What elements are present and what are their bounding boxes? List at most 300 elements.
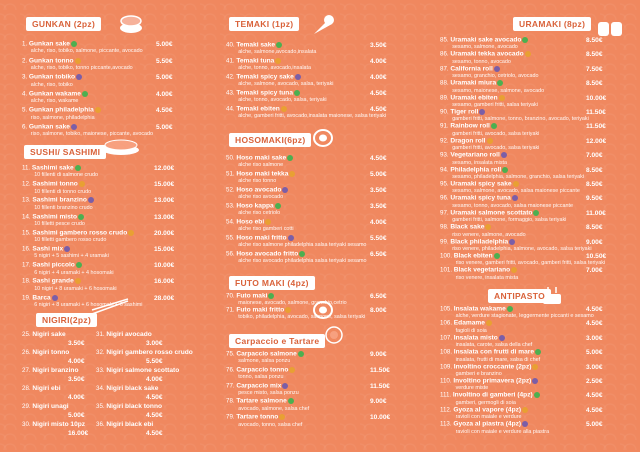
menu-item (440, 320, 492, 334)
item-name: Sashi grande (32, 278, 74, 286)
item-price: 7.00€ (586, 267, 603, 275)
diet-badge-icon (76, 74, 82, 80)
nigiri-illustration-icon (100, 138, 142, 156)
item-price: 16.00€ (154, 278, 175, 286)
diet-badge-icon (287, 155, 293, 161)
item-number: 97. (440, 209, 451, 217)
item-description: sesamo, tonno, avocado (452, 58, 511, 65)
menu-item (226, 171, 295, 185)
item-price: 12.00€ (586, 137, 607, 145)
item-price: 5.00€ (156, 74, 173, 82)
item-price: 3.50€ (68, 340, 85, 347)
item-name: Edamame (453, 320, 485, 328)
item-name: Involtino di gamberi (4pz) (452, 392, 533, 400)
item-name: Sashimi tonno (32, 180, 78, 188)
diet-badge-icon (534, 392, 540, 398)
item-price: 11.50€ (370, 382, 390, 390)
item-description: alche, verdure stagionate, leggermente piccanti e sesamo (455, 313, 594, 320)
item-number: 44. (226, 105, 237, 113)
item-number: 99. (440, 238, 451, 246)
item-price: 6.50€ (370, 293, 387, 300)
item-name: Black vegetariano (453, 267, 511, 275)
item-name: Uramaki spicy tuna (450, 195, 511, 203)
item-price: 5.50€ (146, 358, 163, 365)
item-price: 8.50€ (586, 166, 603, 174)
item-name: Rainbow roll (450, 123, 490, 131)
item-price: 3.50€ (68, 376, 85, 383)
item-price: 4.50€ (586, 392, 603, 400)
item-name: Nigiri unagi (32, 403, 69, 410)
menu-item (96, 422, 153, 429)
diet-badge-icon (532, 378, 538, 384)
diet-badge-icon (522, 407, 528, 413)
item-price: 8.50€ (586, 224, 603, 232)
diet-badge-icon (95, 107, 101, 113)
diet-badge-icon (532, 364, 538, 370)
item-number: 107. (440, 334, 454, 342)
item-name: Carpaccio salmone (236, 350, 297, 358)
menu-item (22, 246, 109, 260)
menu-item (226, 414, 302, 428)
menu-item (226, 351, 304, 365)
item-number: 18. (22, 278, 33, 286)
item-description: gamberi e branzino (455, 371, 502, 378)
section-header-hosomaki: HOSOMAKI(6pz) (229, 133, 311, 147)
item-number: 51. (226, 170, 237, 178)
menu-item (22, 165, 98, 179)
item-price: 4.50€ (370, 90, 387, 97)
diet-badge-icon (282, 383, 288, 389)
item-number: 50. (226, 154, 237, 162)
item-description: sesamo, salmone, avocado (452, 44, 518, 51)
menu-item (96, 386, 158, 393)
item-description: alche riso salmone (238, 162, 284, 169)
menu-item (440, 239, 592, 253)
item-name: Hoso maki sake (236, 154, 287, 162)
item-price: 8.50€ (586, 37, 603, 44)
menu-item (22, 278, 117, 292)
item-number: 92. (440, 137, 451, 145)
item-price: 13.00€ (154, 213, 175, 221)
item-description: alche, tonno, avocado, salsa, teriyaki (238, 97, 327, 104)
item-description: sesamo, insalata mista (452, 159, 508, 166)
item-price: 4.50€ (146, 430, 163, 437)
item-description: alche, riso, tobiko (30, 81, 73, 88)
item-name: Gunkan tonno (28, 57, 74, 65)
menu-item (226, 58, 311, 72)
item-number: 32. (96, 349, 107, 356)
item-price: 9.50€ (586, 195, 603, 203)
diet-badge-icon (513, 181, 519, 187)
item-price: 6.50€ (370, 251, 387, 258)
menu-item (226, 235, 366, 249)
item-name: Uramaki spicy sake (450, 180, 512, 188)
item-number: 93. (440, 151, 451, 159)
menu-item (22, 58, 133, 72)
item-description: 6 nigiri + 8 uramaki + 6 hosomaki + 6 sashimi (34, 302, 143, 309)
item-name: Hoso maki fritto (236, 234, 287, 242)
item-number: 43. (226, 89, 237, 97)
item-name: Dragon roll (450, 137, 486, 145)
item-description: alche riso avocado philadelphia salsa teriyaki sesamo (238, 258, 367, 265)
item-number: 70. (226, 292, 237, 300)
item-name: Nigiri branzino (32, 367, 79, 374)
item-name: Gunkan tobiko (28, 73, 76, 81)
menu-item (440, 267, 518, 281)
diet-badge-icon (288, 235, 294, 241)
item-description: alche, gamberi fritti, avocado,insalata maionese, salsa teriyaki (238, 113, 387, 120)
item-price: 8.00€ (370, 307, 387, 314)
item-price: 8.50€ (586, 80, 603, 88)
item-name: Carpaccio tonno (236, 366, 289, 374)
item-price: 11.50€ (586, 109, 606, 116)
menu-item (226, 203, 281, 217)
item-number: 112. (440, 406, 454, 414)
item-description: insalata, carote, salsa della chef (455, 342, 533, 349)
item-name: Nigiri black tonno (106, 403, 163, 410)
item-name: Temaki spicy sake (236, 73, 294, 81)
menu-item (96, 350, 193, 357)
diet-badge-icon (535, 349, 541, 355)
item-name: Nigiri gambero rosso crudo (106, 349, 193, 356)
item-price: 15.00€ (154, 246, 175, 253)
item-name: Gunkan sake (28, 123, 70, 131)
item-price: 4.50€ (370, 106, 387, 113)
item-name: Uramaki miura (450, 79, 497, 87)
menu-item (22, 350, 69, 357)
diet-badge-icon (497, 80, 503, 86)
item-price: 10.00€ (586, 94, 607, 102)
menu-item (440, 181, 580, 195)
diet-badge-icon (275, 203, 281, 209)
diet-badge-icon (282, 187, 288, 193)
item-number: 33. (96, 367, 107, 374)
item-name: Sashi mix (32, 245, 64, 253)
section-header-antipasto: ANTIPASTO (488, 289, 551, 303)
section-header-sushi: SUSHI/ SASHIMI (24, 145, 106, 159)
item-description: 6 nigiri + 4 uramaki + 4 hosomaki (34, 269, 114, 276)
item-number: 31. (96, 331, 107, 338)
diet-badge-icon (281, 106, 287, 112)
diet-badge-icon (268, 293, 274, 299)
item-description: tobiko, philadelphia, avocado, salmone, salsa teriyaki (238, 314, 366, 321)
diet-badge-icon (75, 58, 81, 64)
diet-badge-icon (499, 335, 505, 341)
item-price: 7.50€ (586, 65, 603, 73)
item-price: 5.00€ (586, 421, 603, 429)
item-description: alche riso avocado (238, 194, 284, 201)
section-header-carpaccio: Carpaccio e Tartare (229, 334, 325, 348)
section-header-gunkan: GUNKAN (2pz) (26, 17, 101, 31)
item-price: 5.00€ (68, 412, 85, 419)
diet-badge-icon (82, 91, 88, 97)
item-name: Gyoza al vapore (4pz) (453, 406, 522, 414)
item-price: 9.00€ (370, 351, 387, 358)
section-header-futomaki: FUTO MAKI (4pz) (229, 276, 315, 290)
item-number: 100. (440, 252, 454, 260)
item-name: Gunkan philadelphia (28, 107, 94, 115)
item-description: gamberi fritti, salmone, tonno, branzino, avocado, teriyaki (452, 116, 589, 123)
item-name: Uramaki tekka avocado (450, 51, 524, 59)
diet-badge-icon (533, 210, 539, 216)
item-price: 4.00€ (370, 58, 387, 65)
item-description: verdure miste (455, 385, 489, 392)
menu-item (22, 368, 78, 375)
item-description: gamberi fritti, avocado, salsa teriyaki (452, 130, 540, 137)
item-number: 15. (22, 229, 33, 237)
item-name: Uramaki salmone scottato (450, 209, 533, 217)
diet-badge-icon (294, 90, 300, 96)
item-description: alche, salmone, avocado, salsa, teriyaki (238, 81, 334, 88)
item-number: 29. (22, 403, 33, 410)
item-number: 76. (226, 366, 237, 374)
diet-badge-icon (265, 219, 271, 225)
menu-item (22, 107, 101, 121)
item-description: 10 fillenti di tonno crudo (34, 188, 92, 195)
menu-item (226, 187, 288, 201)
item-number: 96. (440, 195, 451, 203)
menu-item (440, 224, 526, 238)
item-price: 5.00€ (156, 124, 173, 131)
diet-badge-icon (71, 41, 77, 47)
item-name: Vegetariano roll (450, 151, 500, 159)
menu-item (440, 80, 544, 94)
item-number: 16. (22, 245, 33, 253)
item-price: 3.00€ (146, 340, 163, 347)
item-number: 85. (440, 36, 451, 44)
diet-badge-icon (64, 246, 70, 252)
menu-item (440, 123, 539, 137)
item-name: Tiger roll (450, 108, 479, 116)
item-price: 20.00€ (154, 229, 175, 237)
item-name: Tartare tonno (236, 413, 279, 421)
item-number: 87. (440, 65, 451, 73)
item-name: Nigiri sake (32, 331, 66, 338)
item-description: riso venere, gamberi fritti, avocado, gamberi fritti, salsa teriyaki (455, 260, 606, 267)
item-number: 108. (440, 348, 454, 356)
item-description: sesamo, tonno, avocado, salsa maionese piccante (452, 202, 573, 209)
item-number: 110. (440, 377, 454, 385)
menu-item (226, 398, 309, 412)
item-name: Futo maki fritto (236, 306, 285, 314)
item-number: 101. (440, 267, 454, 275)
item-price: 9.00€ (586, 238, 603, 246)
item-description: sesamo, philadelphia, salmone, granchio, salsa teriyaki (452, 174, 585, 181)
item-number: 105. (440, 305, 454, 313)
menu-item (22, 214, 85, 228)
item-price: 16.00€ (68, 430, 89, 437)
item-description: gamberi, germogli di soia (455, 399, 516, 406)
item-price: 11.50€ (586, 123, 606, 131)
menu-item (226, 155, 293, 169)
item-description: sesamo, salmone, avocado, salsa maionese piccante (452, 188, 580, 195)
diet-badge-icon (485, 224, 491, 230)
item-description: 10 filletti gambero rosso crudo (34, 237, 107, 244)
item-name: Hoso kappa (236, 202, 274, 210)
menu-item (226, 307, 365, 321)
menu-item (226, 42, 316, 56)
item-description: riso venere, insalata mista (455, 274, 519, 281)
diet-badge-icon (509, 239, 515, 245)
menu-item (226, 367, 295, 381)
menu-item (440, 421, 549, 435)
item-description: 10 fillenti di salmone crudo (34, 172, 99, 179)
item-number: 4. (22, 90, 29, 98)
item-number: 42. (226, 73, 237, 81)
item-price: 4.00€ (370, 74, 387, 81)
item-number: 91. (440, 123, 451, 131)
diet-badge-icon (52, 295, 58, 301)
item-name: Philadelphia roll (450, 166, 502, 174)
item-price: 11.50€ (370, 366, 390, 374)
item-description: 10 filletti pesce crudo (34, 221, 85, 228)
item-price: 4.00€ (156, 90, 173, 98)
menu-item (22, 197, 94, 211)
item-description: alche, tonno, avocado,insalata (238, 65, 312, 72)
diet-badge-icon (494, 253, 500, 259)
plate-icon (324, 325, 344, 345)
item-description: tonno, salsa ponzu (238, 374, 284, 381)
menu-item (440, 51, 531, 65)
item-name: Sashimi misto (32, 213, 78, 221)
item-description: riso venere, philadelphia, salmone, avocado, salsa teriyaki (452, 246, 592, 253)
item-price: 9.00€ (370, 398, 387, 406)
item-description: 10 fillenti branzino crudo (34, 204, 93, 211)
diet-badge-icon (288, 398, 294, 404)
item-number: 89. (440, 94, 451, 102)
diet-badge-icon (299, 251, 305, 257)
diet-badge-icon (522, 421, 528, 427)
item-name: Black sake (450, 223, 485, 231)
item-name: Tartare salmone (236, 398, 287, 406)
diet-badge-icon (491, 123, 497, 129)
item-number: 52. (226, 186, 237, 194)
item-number: 77. (226, 382, 237, 390)
item-number: 79. (226, 413, 237, 421)
item-price: 15.00€ (154, 181, 175, 189)
item-name: Involtino croccante (2pz) (453, 363, 532, 371)
item-price: 8.50€ (586, 181, 603, 188)
item-number: 27. (22, 367, 33, 374)
diet-badge-icon (88, 197, 94, 203)
menu-item (22, 404, 69, 411)
diet-badge-icon (512, 195, 518, 201)
item-description: riso, salmone, philadelphia (30, 114, 95, 121)
menu-item (96, 368, 179, 375)
diet-badge-icon (275, 58, 281, 64)
menu-item (226, 219, 294, 233)
diet-badge-icon (78, 214, 84, 220)
item-number: 19. (22, 294, 33, 302)
item-description: alche, riso, wakame (30, 98, 79, 105)
item-number: 88. (440, 79, 451, 87)
item-price: 3.50€ (370, 187, 387, 194)
menu-item (440, 138, 539, 152)
diet-badge-icon (75, 278, 81, 284)
item-price: 4.00€ (68, 394, 85, 401)
menu-item (440, 195, 573, 209)
item-name: Nigiri tonno (32, 349, 70, 356)
item-name: Barca (32, 294, 51, 302)
item-name: Sashimi gambero rosso crudo (32, 229, 128, 237)
item-price: 5.00€ (370, 171, 387, 178)
item-price: 3.00€ (586, 363, 603, 371)
item-price: 5.00€ (156, 41, 173, 48)
menu-item (22, 91, 88, 105)
item-number: 2. (22, 57, 29, 65)
item-name: Temaki spicy tuna (236, 89, 294, 97)
item-description: 10 nigiri + 8 uramaki + 6 hosomaki (34, 285, 117, 292)
item-name: Temaki sake (236, 41, 276, 49)
item-price: 5.50€ (370, 235, 387, 242)
item-number: 113. (440, 420, 454, 428)
menu-item (22, 332, 66, 339)
item-number: 3. (22, 73, 29, 81)
menu-item (440, 306, 594, 320)
item-number: 111. (440, 392, 453, 400)
item-price: 4.50€ (146, 412, 163, 419)
item-price: 5.00€ (586, 349, 603, 357)
diet-badge-icon (479, 109, 485, 115)
menu-item (22, 262, 114, 276)
item-name: Uramaki sake avocado (450, 36, 522, 44)
item-price: 4.00€ (68, 358, 85, 365)
item-name: Gyoza al piastra (4pz) (453, 420, 522, 428)
item-number: 86. (440, 51, 451, 59)
item-number: 54. (226, 218, 237, 226)
item-name: Insalata wakame (453, 305, 506, 313)
menu-item (22, 124, 153, 138)
item-number: 11. (22, 164, 32, 172)
diet-badge-icon (71, 124, 77, 130)
menu-item (96, 404, 162, 411)
item-price: 10.50€ (586, 253, 607, 260)
item-description: 5 nigiri + 5 sashimi + 4 uramaki (34, 253, 109, 260)
item-price: 4.50€ (370, 155, 387, 162)
item-number: 35. (96, 403, 107, 410)
item-price: 3.50€ (370, 203, 387, 210)
item-number: 1. (22, 40, 29, 48)
item-price: 28.00€ (154, 294, 175, 302)
item-description: ravioli con maiale e verdure (455, 414, 522, 421)
diet-badge-icon (276, 42, 282, 48)
item-description: riso venere, salmone, avocado (452, 231, 526, 238)
item-name: Hoso avocado (236, 186, 282, 194)
menu-item (226, 90, 327, 104)
item-number: 109. (440, 363, 454, 371)
diet-badge-icon (522, 37, 528, 43)
item-description: alche riso tonno (238, 178, 277, 185)
menu-item (440, 407, 528, 421)
item-description: alche, riso, tobiko, tonno piccante,avocado (30, 65, 133, 72)
menu-item (226, 383, 299, 397)
diet-badge-icon (499, 95, 505, 101)
item-name: Nigiri salmone scottato (106, 367, 180, 374)
item-name: Uramaki ebiten (450, 94, 498, 102)
item-number: 98. (440, 223, 451, 231)
diet-badge-icon (75, 165, 81, 171)
menu-item (22, 386, 61, 393)
item-description: sesamo, granchio, cetriolo, avocado (452, 73, 539, 80)
item-name: Temaki ebiten (236, 105, 280, 113)
item-price: 4.00€ (370, 219, 387, 226)
item-name: Hoso ebi (236, 218, 265, 226)
menu-item (96, 332, 152, 339)
item-number: 40. (226, 41, 237, 49)
menu-item (440, 378, 538, 392)
item-name: Insalata con frutti di mare (453, 348, 535, 356)
item-description: pesce misto, salsa ponzu (238, 390, 299, 397)
